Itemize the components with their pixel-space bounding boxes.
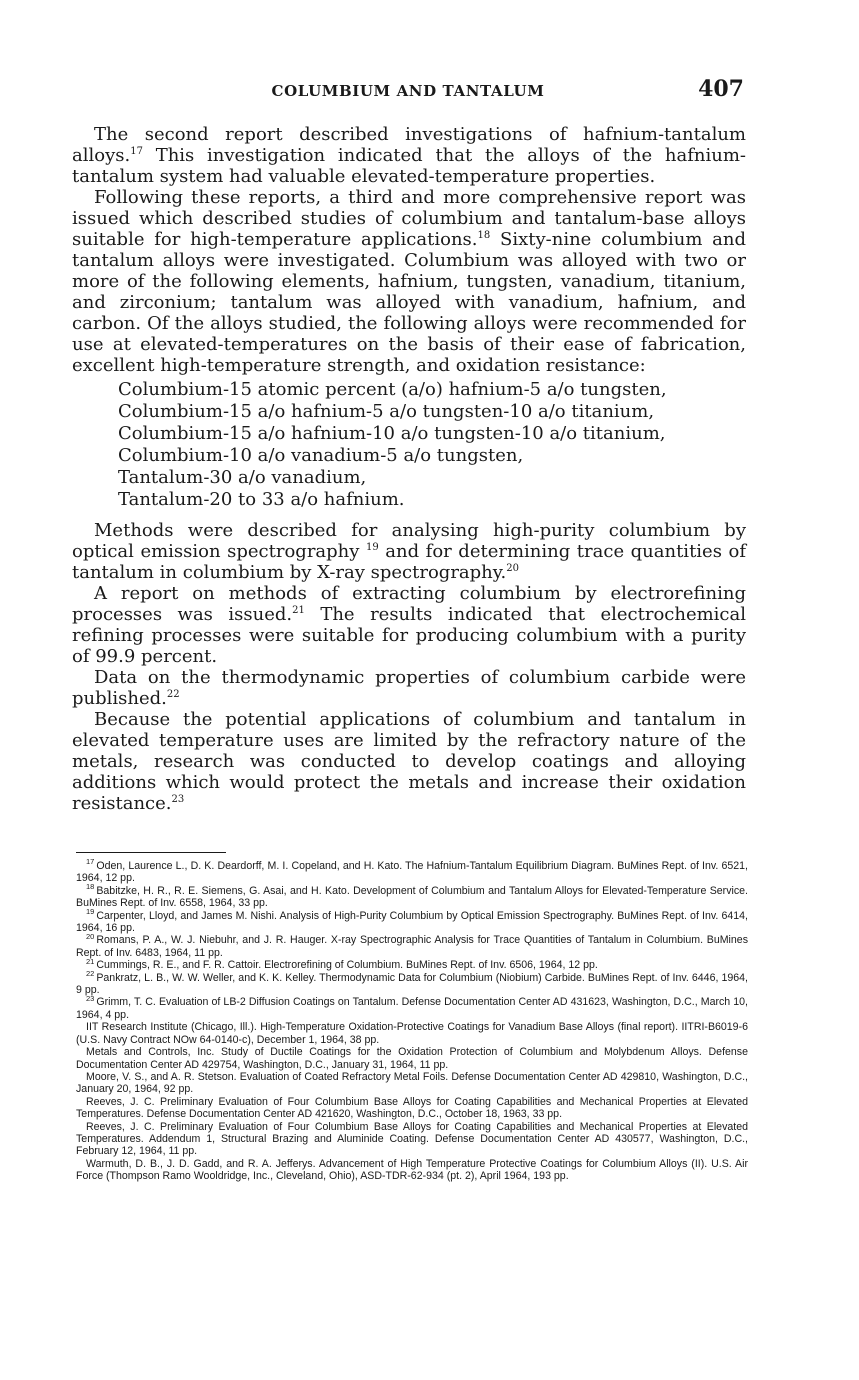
footnote-23-iit: IIT Research Institute (Chicago, Ill.). High-Temperature Oxidation-Protective Coatings for Vanadium Base Alloys (final report). IITRI-B6019-6 (U.S. Navy Contract NOw 64-0140-c), December 1, 1964, 38 pp. <box>76 1021 748 1046</box>
footnote-ref[interactable]: 23 <box>171 794 185 805</box>
alloy-item: Tantalum-20 to 33 a/o hafnium. <box>118 489 405 510</box>
alloy-item: Columbium-10 a/o vanadium-5 a/o tungsten, <box>118 445 524 466</box>
footnote-22: $^{22}$ Pankratz, L. B., W. W. Weller, and K. K. Kelley. Thermodynamic Data for Columbium (Niobium) Carbide. BuMines Rept. of Inv. 6446, 1964, 9 pp. <box>76 969 748 997</box>
footnote-ref[interactable]: 19 <box>366 542 379 553</box>
alloy-item: Tantalum-30 a/o vanadium, <box>118 467 367 488</box>
footnote-18: $^{18}$ Babitzke, H. R., R. E. Siemens, G. Asai, and H. Kato. Development of Columbium and Tantalum Alloys for Elevated-Temperature Service. BuMines Rept. of Inv. 6558, 1964, 33 pp. <box>76 882 748 910</box>
footnote-23-metals: Metals and Controls, Inc. Study of Ductile Coatings for the Oxidation Protection of Columbium and Molybdenum Alloys. Defense Documentation Center AD 429754, Washington, D.C., January 31, 1964, 11 pp. <box>76 1046 748 1071</box>
footnote-number: 23 <box>86 993 95 1003</box>
alloy-item: Columbium-15 atomic percent (a/o) hafnium-5 a/o tungsten, <box>118 379 667 400</box>
footnote-number: 20 <box>86 931 95 941</box>
footnote-20: $^{20}$ Romans, P. A., W. J. Niebuhr, and J. R. Hauger. X-ray Spectrographic Analysis for Trace Quantities of Tantalum in Columbium. BuMines Rept. of Inv. 6483, 1964, 11 pp. <box>76 931 748 959</box>
footnote-ref[interactable]: 17 <box>130 146 143 157</box>
alloy-list <box>118 379 746 511</box>
paragraph-3: Methods were described for analysing high-purity columbium by optical emission spectrography $^{19}$ and for determining trace quantities of tantalum in columbium by X-ray spectrography.$^{20}$ <box>72 520 746 583</box>
footnote-number: 19 <box>86 907 95 917</box>
paragraph-4: A report on methods of extracting columbium by electrorefining processes was issued.$^{21}$ The results indicated that electrochemical refining processes were suitable for producing columbium with a purity of 99.9 percent. <box>72 583 746 667</box>
running-head: COLUMBIUM AND TANTALUM <box>271 82 545 100</box>
footnote-divider <box>76 852 226 853</box>
footnote-23-reeves-2: Reeves, J. C. Preliminary Evaluation of Four Columbium Base Alloys for Coating Capabilities and Mechanical Properties at Elevated Temperatures. Addendum 1, Structural Brazing and Aluminide Coating. Defense Documentation Center AD 430577, Washington, D.C., February 12, 1964, 11 pp. <box>76 1120 748 1158</box>
paragraph-1: The second report described investigations of hafnium-tantalum alloys.$^{17}$ This investigation indicated that the alloys of the hafnium-tantalum system had valuable elevated-temperature properties. <box>72 124 746 187</box>
footnote-number: 22 <box>86 969 95 979</box>
footnote-number: 21 <box>86 956 95 966</box>
body-text <box>72 124 746 814</box>
footnote-23: $^{23}$ Grimm, T. C. Evaluation of LB-2 Diffusion Coatings on Tantalum. Defense Documentation Center AD 431623, Washington, D.C., March 10, 1964, 4 pp. <box>76 993 748 1021</box>
footnote-ref[interactable]: 22 <box>166 689 180 700</box>
footnote-23-moore: Moore, V. S., and A. R. Stetson. Evaluation of Coated Refractory Metal Foils. Defense Documentation Center AD 429810, Washington, D.C., January 20, 1964, 92 pp. <box>76 1070 748 1096</box>
footnote-21: $^{21}$ Cummings, R. E., and F. R. Cattoir. Electrorefining of Columbium. BuMines Rept. of Inv. 6506, 1964, 12 pp. <box>86 956 598 972</box>
paragraph-5: Data on the thermodynamic properties of columbium carbide were published.$^{22}$ <box>72 667 746 709</box>
footnote-number: 18 <box>86 882 95 892</box>
footnote-17: $^{17}$ Oden, Laurence L., D. K. Deardorff, M. I. Copeland, and H. Kato. The Hafnium-Tantalum Equilibrium Diagram. BuMines Rept. of Inv. 6521, 1964, 12 pp. <box>76 857 748 885</box>
paragraph-2: Following these reports, a third and more comprehensive report was issued which described studies of columbium and tantalum-base alloys suitable for high-temperature applications.$^{18}$ Sixty-nine columbium and tantalum alloys were investigated. Columbium was alloyed with two or more of the following elements, hafnium, tungsten, vanadium, titanium, and zirconium; tantalum was alloyed with vanadium, hafnium, and carbon. Of the alloys studied, the following alloys were recommended for use at elevated-temperatures on the basis of their ease of fabrication, excellent high-temperature strength, and oxidation resistance: <box>72 187 747 376</box>
footnote-ref[interactable]: 21 <box>292 605 305 616</box>
footnote-number: 17 <box>86 857 95 867</box>
page-number: 407 <box>698 76 744 102</box>
footnote-ref[interactable]: 18 <box>477 230 491 241</box>
footnote-23-warmuth: Warmuth, D. B., J. D. Gadd, and R. A. Jefferys. Advancement of High Temperature Protective Coatings for Columbium Alloys (II). U.S. Air Force (Thompson Ramo Wooldridge, Inc., Cleveland, Ohio), ASD-TDR-62-934 (pt. 2), April 1964, 193 pp. <box>76 1157 748 1183</box>
footnote-19: $^{19}$ Carpenter, Lloyd, and James M. Nishi. Analysis of High-Purity Columbium by Optical Emission Spectrography. BuMines Rept. of Inv. 6414, 1964, 16 pp. <box>76 907 748 935</box>
page-header <box>72 76 744 106</box>
footnotes <box>76 857 748 1183</box>
alloy-item: Columbium-15 a/o hafnium-5 a/o tungsten-10 a/o titanium, <box>118 401 655 422</box>
paragraph-6: Because the potential applications of columbium and tantalum in elevated temperature uses are limited by the refractory nature of the metals, research was conducted to develop coatings and alloying additions which would protect the metals and increase their oxidation resistance.$^{23}$ <box>72 709 746 814</box>
footnote-ref[interactable]: 20 <box>506 563 520 574</box>
footnote-23-reeves-1: Reeves, J. C. Preliminary Evaluation of Four Columbium Base Alloys for Coating Capabilities and Mechanical Properties at Elevated Temperatures. Defense Documentation Center AD 421620, Washington, D.C., October 18, 1963, 33 pp. <box>76 1095 748 1121</box>
alloy-item: Columbium-15 a/o hafnium-10 a/o tungsten-10 a/o titanium, <box>118 423 666 444</box>
